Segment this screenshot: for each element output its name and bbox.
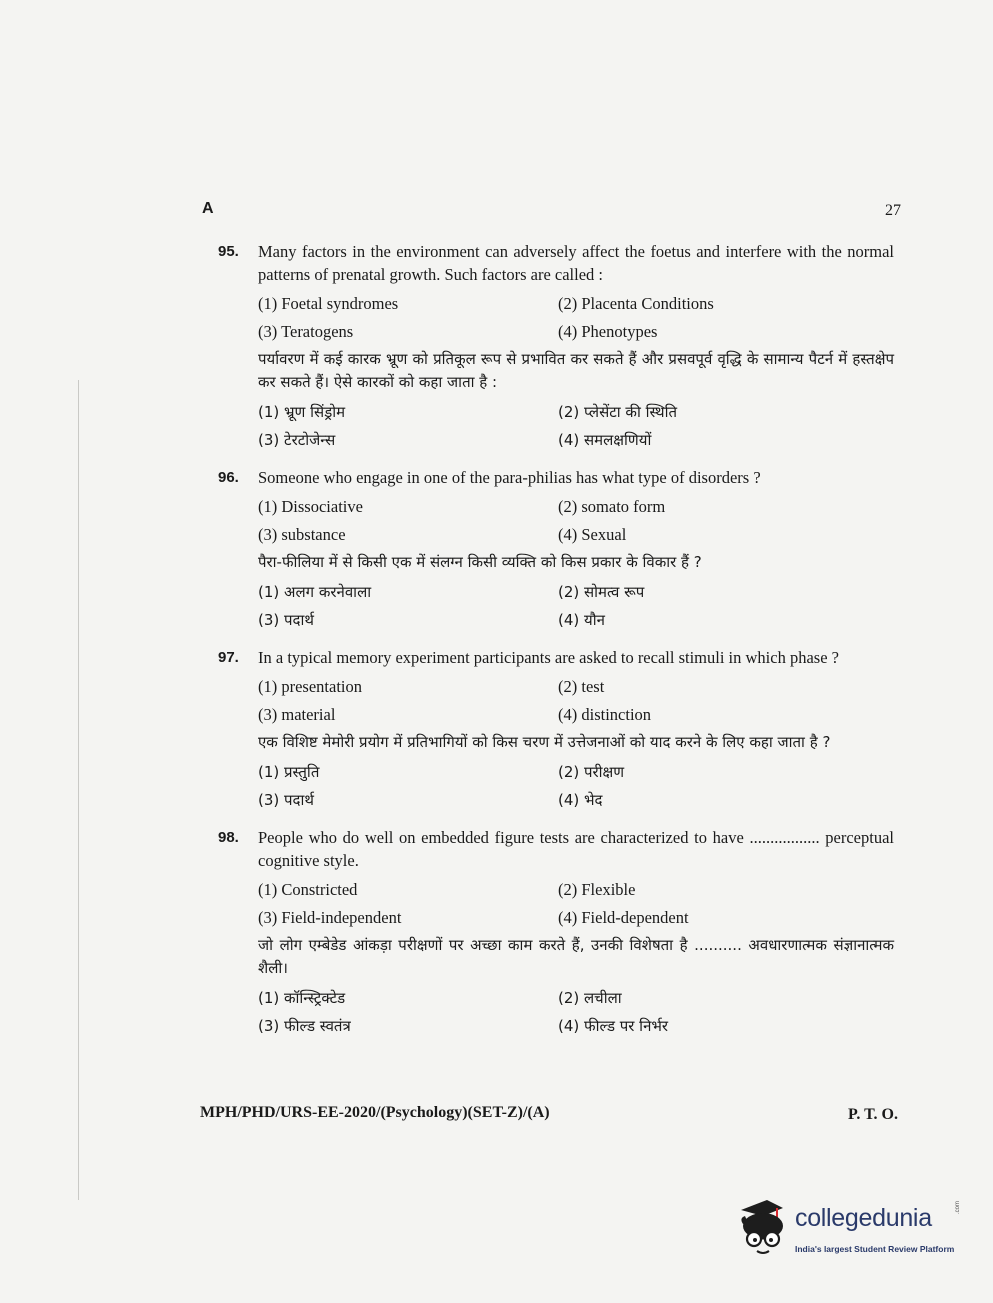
option-4-hi: (4) यौन bbox=[558, 611, 605, 629]
options-en bbox=[258, 675, 894, 727]
option-3-hi: (3) फील्ड स्वतंत्र bbox=[258, 1017, 351, 1035]
option-3-en: (3) Field-independent bbox=[258, 908, 402, 927]
option-1-en: (1) Dissociative bbox=[258, 497, 363, 516]
collegedunia-logo[interactable] bbox=[733, 1196, 963, 1258]
option-3-en: (3) Teratogens bbox=[258, 322, 354, 341]
logo-suffix: .com bbox=[955, 1200, 961, 1214]
option-2-en: (2) Flexible bbox=[558, 880, 636, 899]
option-1-hi: (1) भ्रूण सिंड्रोम bbox=[258, 403, 346, 421]
question-97 bbox=[218, 646, 894, 812]
option-4-en: (4) Field-dependent bbox=[558, 908, 689, 927]
question-number: 97. bbox=[218, 649, 239, 666]
option-2-hi: (2) प्लेसेंटा की स्थिति bbox=[558, 403, 678, 421]
option-4-hi: (4) भेद bbox=[558, 791, 603, 809]
question-number: 95. bbox=[218, 243, 239, 260]
pto-label: P. T. O. bbox=[848, 1106, 898, 1123]
options-hi bbox=[258, 580, 894, 632]
option-3-hi: (3) टेरटोजेन्स bbox=[258, 431, 336, 449]
question-number: 98. bbox=[218, 829, 239, 846]
question-text-hi: पर्यावरण में कई कारक भ्रूण को प्रतिकूल रूप से प्रभावित कर सकते हैं और प्रसवपूर्व वृद्धि के सामान्य पैटर्न में हस्तक्षेप कर सकते हैं। ऐसे कारकों को कहा जाता है : bbox=[258, 350, 894, 391]
option-2-en: (2) test bbox=[558, 677, 605, 696]
option-4-en: (4) Phenotypes bbox=[558, 322, 658, 341]
option-3-hi: (3) पदार्थ bbox=[258, 791, 314, 809]
option-4-en: (4) distinction bbox=[558, 705, 652, 724]
option-1-hi: (1) कॉन्स्ट्रिक्टेड bbox=[258, 989, 346, 1007]
option-4-hi: (4) फील्ड पर निर्भर bbox=[558, 1017, 669, 1035]
question-95 bbox=[218, 240, 894, 452]
option-3-en: (3) substance bbox=[258, 525, 346, 544]
question-text-hi: जो लोग एम्बेडेड आंकड़ा परीक्षणों पर अच्छा काम करते हैं, उनकी विशेषता है .......... अवधारणात्मक संज्ञानात्मक शैली। bbox=[258, 936, 894, 977]
question-96 bbox=[218, 466, 894, 632]
paper-code: MPH/PHD/URS-EE-2020/(Psychology)(SET-Z)/(A) bbox=[200, 1104, 550, 1121]
options-hi bbox=[258, 986, 894, 1038]
options-en bbox=[258, 292, 894, 344]
page-number: 27 bbox=[885, 202, 901, 219]
binding-margin-line bbox=[78, 380, 79, 1200]
option-2-hi: (2) लचीला bbox=[558, 989, 622, 1007]
option-1-en: (1) Constricted bbox=[258, 880, 358, 899]
question-98 bbox=[218, 826, 894, 1038]
options-en bbox=[258, 495, 894, 547]
option-2-hi: (2) सोमत्व रूप bbox=[558, 583, 645, 601]
option-3-hi: (3) पदार्थ bbox=[258, 611, 314, 629]
mascot-icon bbox=[733, 1196, 793, 1258]
option-1-hi: (1) अलग करनेवाला bbox=[258, 583, 372, 601]
option-2-hi: (2) परीक्षण bbox=[558, 763, 625, 781]
set-label: A bbox=[202, 200, 214, 217]
question-number: 96. bbox=[218, 469, 239, 486]
options-en bbox=[258, 878, 894, 930]
question-text-en: In a typical memory experiment participants are asked to recall stimuli in which phase ? bbox=[258, 648, 839, 667]
option-1-hi: (1) प्रस्तुति bbox=[258, 763, 320, 781]
option-3-en: (3) material bbox=[258, 705, 336, 724]
question-text-en: Many factors in the environment can adversely affect the foetus and interfere with the normal patterns of prenatal growth. Such factors are called : bbox=[258, 242, 894, 284]
option-4-en: (4) Sexual bbox=[558, 525, 627, 544]
option-1-en: (1) Foetal syndromes bbox=[258, 294, 399, 313]
question-text-en: Someone who engage in one of the para-philias has what type of disorders ? bbox=[258, 468, 761, 487]
question-text-hi: एक विशिष्ट मेमोरी प्रयोग में प्रतिभागियों को किस चरण में उत्तेजनाओं को याद करने के लिए कहा जाता है ? bbox=[258, 733, 831, 751]
options-hi bbox=[258, 760, 894, 812]
option-2-en: (2) somato form bbox=[558, 497, 666, 516]
option-1-en: (1) presentation bbox=[258, 677, 363, 696]
logo-wordmark: collegedunia bbox=[795, 1204, 932, 1232]
question-text-en: People who do well on embedded figure tests are characterized to have ................. perceptual cognitive style. bbox=[258, 828, 894, 870]
options-hi bbox=[258, 400, 894, 452]
option-4-hi: (4) समलक्षणियों bbox=[558, 431, 652, 449]
question-list bbox=[218, 240, 894, 1052]
logo-tagline: India's largest Student Review Platform bbox=[795, 1244, 955, 1254]
question-text-hi: पैरा-फीलिया में से किसी एक में संलग्न किसी व्यक्ति को किस प्रकार के विकार हैं ? bbox=[258, 553, 702, 571]
option-2-en: (2) Placenta Conditions bbox=[558, 294, 714, 313]
